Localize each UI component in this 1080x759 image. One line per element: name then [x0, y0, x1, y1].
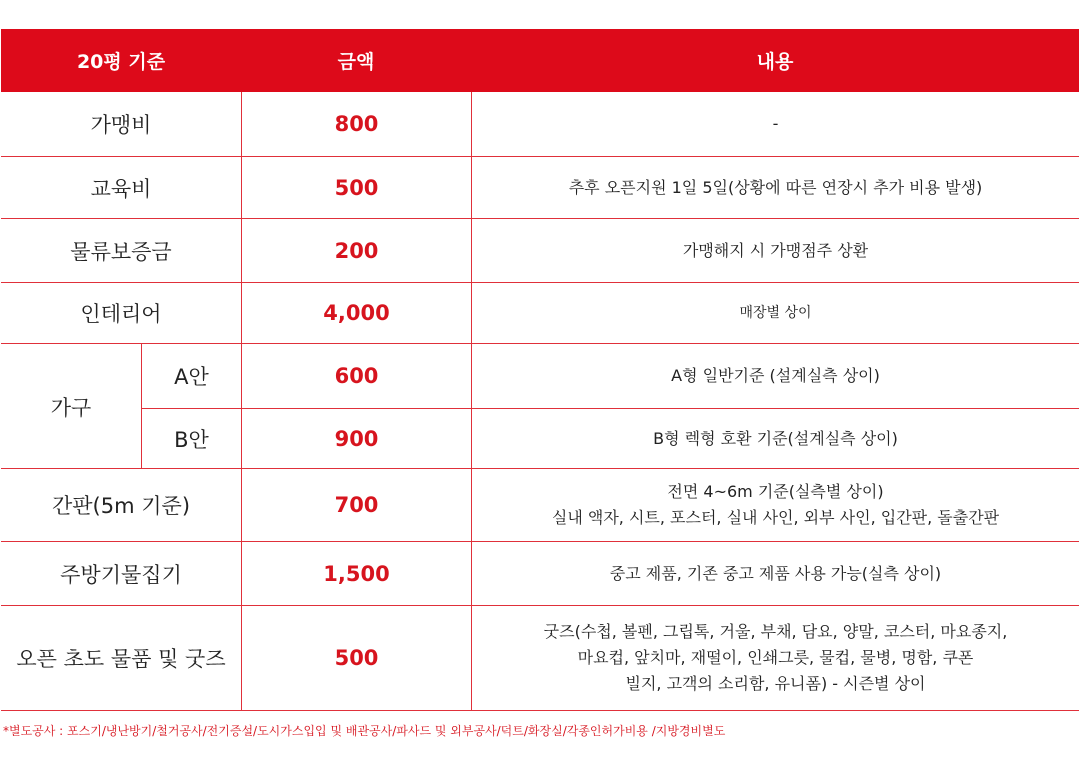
row-desc: 추후 오픈지원 1일 5일(상황에 따른 연장시 추가 비용 발생): [568, 177, 983, 197]
desc-line: 마요컵, 앞치마, 재떨이, 인쇄그릇, 물컵, 물병, 명함, 쿠폰: [577, 648, 974, 667]
row-label: 교육비: [90, 176, 152, 201]
furniture-option-a-desc: A형 일반기준 (설계실측 상이): [671, 366, 880, 385]
row-desc: 매장별 상이: [739, 305, 812, 321]
table-row: [1, 606, 1079, 711]
desc-line: 전면 4~6m 기준(실측별 상이): [667, 482, 884, 501]
row-label: 가맹비: [90, 113, 152, 137]
furniture-label: 가구: [50, 395, 92, 420]
row-desc: 중고 제품, 기존 중고 제품 사용 가능(실측 상이): [609, 563, 942, 583]
row-desc: 가맹해지 시 가맹점주 상환: [682, 240, 869, 260]
row-amount: 700: [334, 493, 379, 517]
row-label: 오픈 초도 물품 및 굿즈: [16, 647, 226, 671]
table-row: [1, 92, 1079, 157]
furniture-option-b-desc: B형 렉형 호환 기준(설계실측 상이): [653, 428, 898, 448]
header-basis: 20평 기준: [76, 51, 166, 73]
row-amount: 4,000: [323, 301, 390, 325]
furniture-option-b-label: B안: [174, 427, 209, 452]
table-row: [1, 219, 1079, 283]
row-amount: 500: [334, 175, 379, 200]
table-row-furniture: [1, 344, 1079, 469]
row-amount: 1,500: [323, 561, 390, 586]
table-row: [1, 283, 1079, 344]
header-amount: 금액: [337, 51, 375, 73]
row-amount: 800: [334, 112, 379, 136]
header-content: 내용: [756, 51, 794, 73]
row-label: 간판(5m 기준): [51, 494, 191, 518]
furniture-option-a-amount: 600: [334, 364, 379, 388]
desc-line: 실내 액자, 시트, 포스터, 실내 사인, 외부 사인, 입간판, 돌출간판: [551, 508, 1000, 527]
row-label: 인테리어: [80, 302, 162, 326]
desc-line: 굿즈(수첩, 볼펜, 그립톡, 거울, 부채, 담요, 양말, 코스터, 마요종지,: [543, 622, 1008, 641]
row-label: 주방기물집기: [60, 562, 182, 587]
footnote: *별도공사 : 포스기/냉난방기/철거공사/전기증설/도시가스입입 및 배관공사/파사드 및 외부공사/덕트/화장실/각종인허가비용 /지방경비별도: [3, 724, 726, 738]
row-amount: 500: [334, 646, 379, 670]
table-row: [1, 157, 1079, 219]
furniture-option-b-amount: 900: [334, 426, 379, 451]
desc-line: 빌지, 고객의 소리함, 유니폼) - 시즌별 상이: [625, 674, 926, 693]
row-desc: [544, 619, 1008, 697]
row-desc: -: [772, 114, 779, 133]
table-row: [1, 469, 1079, 542]
row-amount: 200: [334, 238, 379, 263]
table-row: [1, 542, 1079, 606]
furniture-option-a-label: A안: [174, 365, 209, 389]
row-label: 물류보증금: [70, 239, 172, 264]
row-desc: [552, 479, 999, 531]
table-header: [1, 29, 1079, 92]
